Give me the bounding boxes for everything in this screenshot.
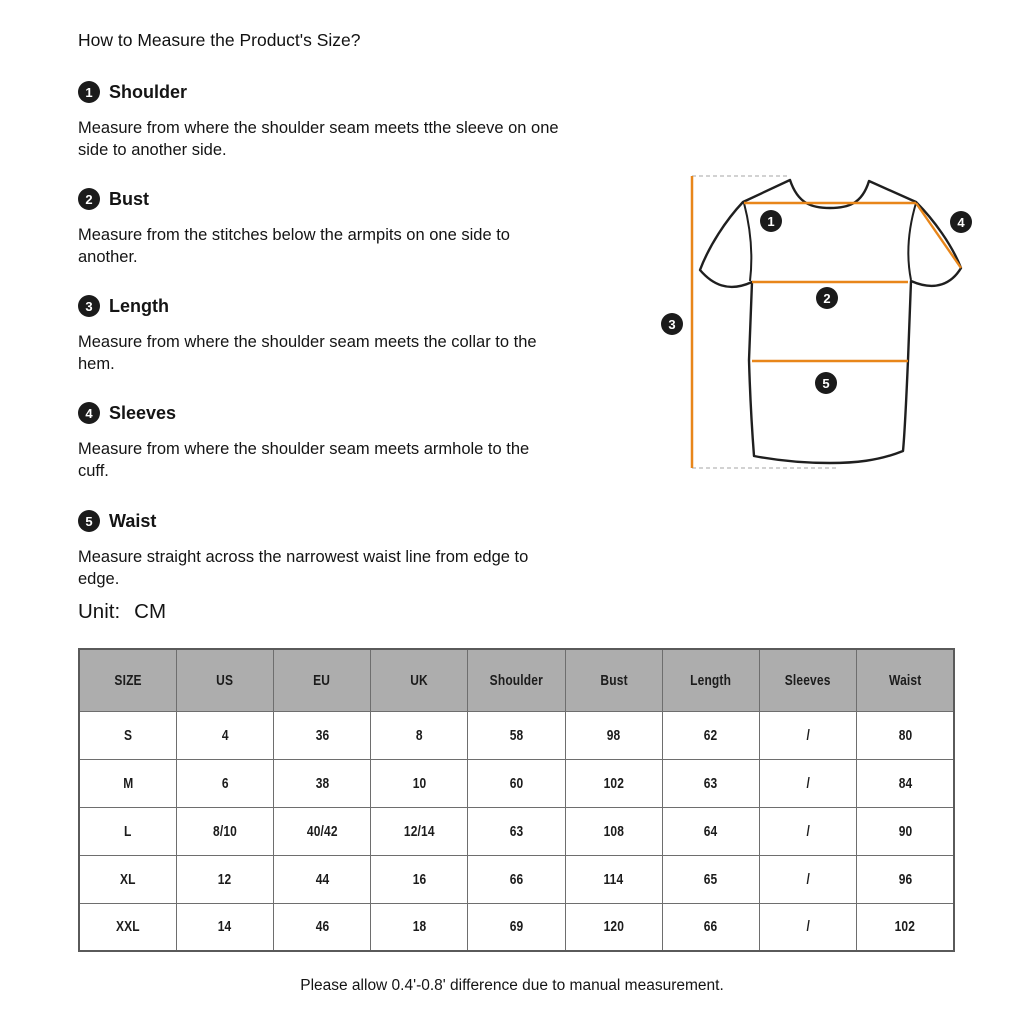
table-cell-value: 38 [315,774,329,792]
table-cell-value: 108 [603,822,624,840]
table-row [79,759,954,807]
table-cell-value: 102 [603,774,624,792]
text-line: hem. [78,355,115,373]
table-cell [468,759,565,807]
table-cell-value: L [124,822,132,840]
table-cell-value: 10 [412,774,427,792]
table-cell [176,711,273,759]
table-cell [565,759,662,807]
table-cell-value: 40/42 [306,822,338,840]
table-cell-value: / [806,870,810,888]
table-row [79,855,954,903]
size-table [78,648,955,952]
measurement-disclaimer: Please allow 0.4'-0.8' difference due to manual measurement. [300,977,724,994]
number-badge-1: 1 [78,81,100,103]
table-cell [371,711,468,759]
svg-text:4: 4 [957,215,965,230]
section-length-label: Length [109,295,169,316]
table-cell [79,903,176,951]
table-row [79,711,954,759]
table-cell [371,855,468,903]
table-cell-value: 14 [217,918,232,936]
table-cell [760,807,857,855]
column-header [79,649,176,711]
table-cell [79,711,176,759]
number-badge-3: 3 [78,295,100,317]
section-shoulder-label: Shoulder [109,81,188,102]
table-cell [79,759,176,807]
table-cell-value: 12/14 [403,822,435,840]
table-cell [857,855,954,903]
column-header-label: Length [690,671,732,689]
diagram-marker-4 [950,211,972,233]
table-cell [176,855,273,903]
table-cell [79,855,176,903]
table-row [79,807,954,855]
table-cell [273,903,370,951]
table-cell-value: 98 [606,726,621,744]
section-shoulder-heading [78,80,187,104]
unit-label-row [78,600,166,624]
table-cell-value: XXL [115,918,140,936]
table-cell-value: 8/10 [212,822,237,840]
table-cell-value: 90 [898,822,912,840]
section-sleeves-heading [78,401,176,425]
table-cell-value: XL [120,870,136,888]
column-header [857,649,954,711]
table-header-row [79,649,954,711]
table-cell-value: 64 [704,822,718,840]
table-cell [760,855,857,903]
table-cell-value: 58 [509,726,524,744]
section-length-description [78,331,537,375]
section-shoulder [78,80,187,104]
table-cell-value: 120 [603,918,624,936]
table-cell [760,711,857,759]
diagram-marker-2 [816,287,838,309]
table-cell [857,903,954,951]
section-length-heading [78,294,169,318]
table-cell [273,807,370,855]
table-cell [468,711,565,759]
table-cell [565,807,662,855]
svg-text:2: 2 [823,291,831,306]
column-header [176,649,273,711]
table-cell [176,759,273,807]
table-cell [176,903,273,951]
table-cell [371,759,468,807]
text-line: another. [78,248,138,266]
diagram-marker-3 [661,313,683,335]
table-cell-value: 63 [704,774,718,792]
text-line: Measure straight across the narrowest waist line from edge to [78,548,529,566]
table-cell [857,711,954,759]
unit-value: CM [134,600,167,623]
table-cell-value: 62 [704,726,718,744]
tshirt-diagram-svg [640,160,1024,490]
column-header [371,649,468,711]
section-waist [78,509,156,533]
table-cell [857,807,954,855]
table-cell [468,903,565,951]
section-bust-heading [78,187,149,211]
table-cell-value: 12 [217,870,232,888]
svg-text:1: 1 [767,214,775,229]
table-cell-value: 96 [898,870,912,888]
table-cell [565,855,662,903]
column-header-label: SIZE [114,671,142,689]
table-cell [662,903,759,951]
table-row [79,903,954,951]
text-line: side to another side. [78,141,227,159]
text-line: Measure from where the shoulder seam meets the collar to the [78,333,537,351]
number-badge-4: 4 [78,402,100,424]
text-line: edge. [78,570,120,588]
text-line: Measure from where the shoulder seam meets tthe sleeve on one [78,119,559,137]
table-cell-value: 4 [221,726,229,744]
table-cell-value: 102 [894,918,916,936]
table-cell [662,807,759,855]
page-title: How to Measure the Product's Size? [78,30,361,50]
table-cell [371,903,468,951]
diagram-marker-1 [760,210,782,232]
column-header-label: Sleeves [785,671,832,689]
size-table-body [79,711,954,951]
table-cell [273,711,370,759]
table-cell [79,807,176,855]
column-header-label: US [216,671,234,689]
table-cell-value: / [806,774,810,792]
section-sleeves-label: Sleeves [109,402,177,423]
column-header [760,649,857,711]
column-header [468,649,565,711]
section-length [78,294,169,318]
table-cell-value: 36 [315,726,329,744]
table-cell-value: 80 [898,726,912,744]
table-cell-value: 69 [509,918,524,936]
section-waist-heading [78,509,156,533]
table-cell-value: 6 [221,774,229,792]
table-cell-value: 44 [315,870,329,888]
table-cell-value: / [806,918,810,936]
table-cell-value: 60 [509,774,524,792]
table-cell [468,855,565,903]
table-cell [857,759,954,807]
table-cell [662,711,759,759]
section-bust-description [78,224,510,268]
unit-label: Unit: [78,600,121,623]
text-line: Measure from the stitches below the armpits on one side to [78,226,510,244]
table-cell-value: 66 [704,918,718,936]
section-sleeves [78,401,176,425]
table-cell-value: / [806,822,810,840]
table-cell-value: 114 [603,870,624,888]
column-header [565,649,662,711]
table-cell [176,807,273,855]
table-cell-value: 8 [415,726,423,744]
table-cell [273,759,370,807]
section-bust-label: Bust [109,188,149,209]
section-waist-label: Waist [109,510,157,531]
tshirt-measurement-diagram [640,160,1024,490]
text-line: Measure from where the shoulder seam meets armhole to the [78,440,530,458]
table-cell [760,759,857,807]
column-header-label: Shoulder [489,671,544,689]
table-cell-value: 65 [704,870,718,888]
table-cell [371,807,468,855]
tshirt-outline [700,180,961,463]
table-cell-value: S [123,726,132,744]
number-badge-2: 2 [78,188,100,210]
table-cell [565,711,662,759]
table-cell-value: 46 [315,918,329,936]
column-header [662,649,759,711]
table-cell [273,855,370,903]
table-cell-value: 16 [412,870,427,888]
column-header-label: Bust [600,671,628,689]
size-table-container [78,648,955,952]
table-cell-value: 18 [412,918,427,936]
svg-text:3: 3 [668,317,676,332]
table-cell [662,855,759,903]
table-cell-value: 66 [509,870,524,888]
text-line: cuff. [78,462,109,480]
column-header-label: UK [410,671,429,689]
table-cell-value: M [122,774,133,792]
section-waist-description [78,546,528,590]
column-header-label: Waist [888,671,922,689]
table-cell [468,807,565,855]
table-cell [760,903,857,951]
number-badge-5: 5 [78,510,100,532]
column-header [273,649,370,711]
section-shoulder-description [78,117,559,161]
table-cell [662,759,759,807]
table-cell-value: 84 [898,774,912,792]
column-header-label: EU [313,671,331,689]
diagram-marker-5 [815,372,837,394]
section-sleeves-description [78,438,529,482]
size-table-head [79,649,954,711]
table-cell-value: / [806,726,810,744]
table-cell [565,903,662,951]
svg-text:5: 5 [822,376,830,391]
table-cell-value: 63 [509,822,524,840]
section-bust [78,187,149,211]
